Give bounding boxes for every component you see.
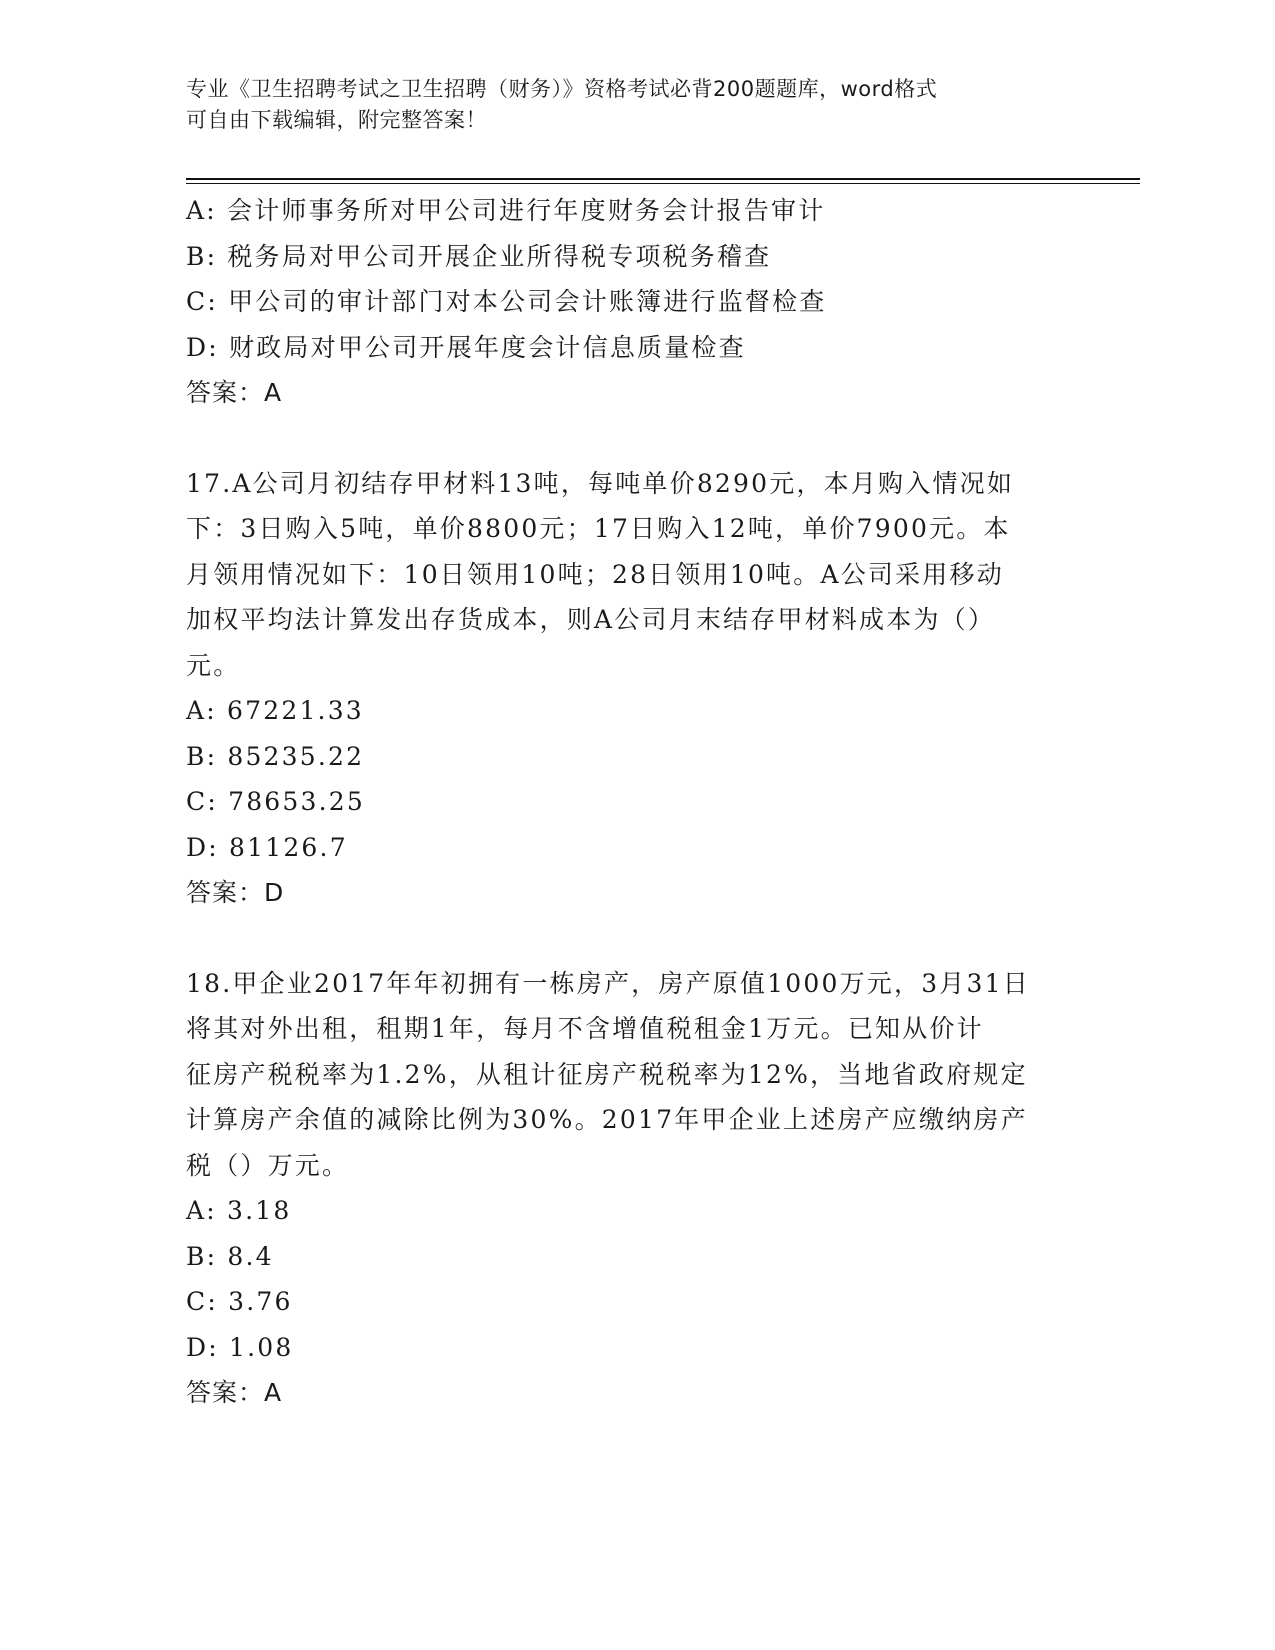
question-text-line: 月领用情况如下：10日领用10吨；28日领用10吨。A公司采用移动: [186, 559, 1004, 589]
correct-answer: 答案：D: [186, 878, 285, 907]
answer-option: A: 3.18: [186, 1196, 292, 1225]
answer-option: B: 税务局对甲公司开展企业所得税专项税务稽查: [186, 241, 772, 271]
question-text-line: 下：3日购入5吨，单价8800元；17日购入12吨，单价7900元。本: [186, 514, 1011, 543]
answer-option: C: 3.76: [186, 1287, 293, 1316]
header-divider-thin: [186, 183, 1140, 184]
answer-option: D: 81126.7: [186, 832, 348, 862]
block-spacer: [186, 416, 1086, 461]
question-text-line: 17.A公司月初结存甲材料13吨，每吨单价8290元，本月购入情况如: [186, 468, 1015, 498]
question-block: [186, 188, 1086, 416]
header-line-2: 可自由下载编辑，附完整答案！: [186, 108, 487, 132]
question-text-line: 计算房产余值的减除比例为30%。2017年甲企业上述房产应缴纳房产: [186, 1105, 1028, 1134]
header-divider-thick: [186, 178, 1140, 180]
answer-option: D: 1.08: [186, 1332, 294, 1362]
question-text-line: 征房产税税率为1.2%，从租计征房产税税率为12%，当地省政府规定: [186, 1059, 1028, 1089]
question-text-line: 元。: [186, 650, 241, 680]
answer-option: C: 78653.25: [186, 787, 365, 816]
answer-option: B: 8.4: [186, 1241, 274, 1271]
answer-option: D: 财政局对甲公司开展年度会计信息质量检查: [186, 332, 746, 362]
question-text-line: 税（）万元。: [186, 1150, 350, 1180]
header-line-1: 专业《卫生招聘考试之卫生招聘（财务）》资格考试必背200题题库，word格式: [186, 77, 938, 101]
question-block: [186, 461, 1086, 916]
correct-answer: 答案：A: [186, 1378, 283, 1407]
correct-answer: 答案：A: [186, 378, 283, 407]
question-text-line: 加权平均法计算发出存货成本，则A公司月末结存甲材料成本为（）: [186, 605, 996, 634]
block-spacer: [186, 916, 1086, 961]
question-block: [186, 961, 1086, 1416]
answer-option: A: 会计师事务所对甲公司进行年度财务会计报告审计: [186, 196, 826, 225]
answer-option: B: 85235.22: [186, 741, 365, 771]
answer-option: A: 67221.33: [186, 696, 364, 725]
answer-option: C: 甲公司的审计部门对本公司会计账簿进行监督检查: [186, 287, 827, 316]
question-list: [186, 188, 1086, 1416]
question-text-line: 将其对外出租，租期1年，每月不含增值税租金1万元。已知从价计: [186, 1014, 984, 1043]
question-text-line: 18.甲企业2017年年初拥有一栋房产，房产原值1000万元，3月31日: [186, 968, 1030, 998]
document-header: [186, 74, 1086, 136]
